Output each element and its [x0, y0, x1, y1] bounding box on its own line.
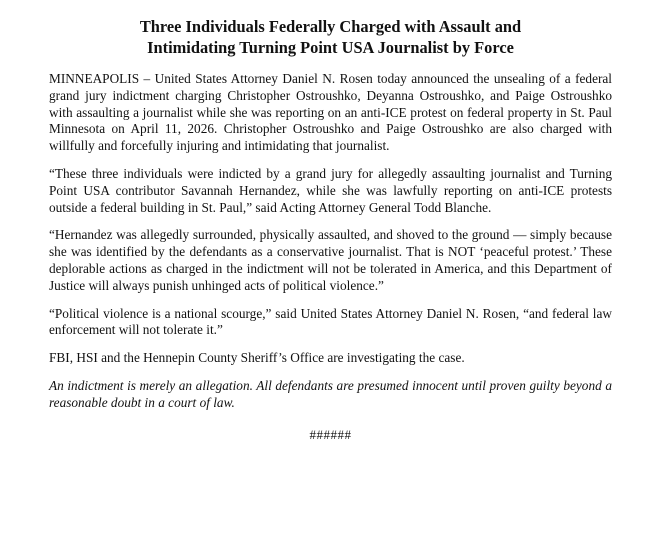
press-release-title	[49, 16, 612, 58]
paragraph-attorney-general-quote: “These three individuals were indicted by a grand jury for allegedly assaulting journalist and Turning Point USA contributor Savannah Hernandez, while she was lawfully reporting on anti-ICE protests outside a federal building in St. Paul,” said Acting Attorney General Todd Blanche.	[49, 165, 612, 215]
paragraph-rosen-quote: “Political violence is a national scourge,” said United States Attorney Daniel N. Rosen, “and federal law enforcement will not tolerate it.”	[49, 305, 612, 338]
paragraph-announcement: MINNEAPOLIS – United States Attorney Daniel N. Rosen today announced the unsealing of a federal grand jury indictment charging Christopher Ostroushko, Deyanna Ostroushko, and Paige Ostroushko with assaulting a journalist while she was reporting on an anti-ICE protest on federal property in St. Paul Minnesota on April 11, 2026. Christopher Ostroushko and Paige Ostroushko are also charged with willfully and forcefully injuring and intimidating that journalist.	[49, 71, 612, 154]
paragraph-hernandez-quote: “Hernandez was allegedly surrounded, physically assaulted, and shoved to the ground — simply because she was identified by the defendants as a conservative journalist. That is NOT ‘peaceful protest.’ These deplorable actions as charged in the indictment will not be tolerated in America, and this Department of Justice will always punish unhinged acts of political violence.”	[49, 227, 612, 293]
title-line-1: Three Individuals Federally Charged with Assault and	[139, 17, 522, 36]
paragraph-disclaimer: An indictment is merely an allegation. All defendants are presumed innocent until proven guilty beyond a reasonable doubt in a court of law.	[49, 377, 612, 410]
title-line-2: Intimidating Turning Point USA Journalist by Force	[147, 38, 514, 57]
end-of-release-mark: ######	[309, 426, 352, 442]
paragraph-investigating-agencies: FBI, HSI and the Hennepin County Sheriff’s Office are investigating the case.	[49, 350, 465, 366]
